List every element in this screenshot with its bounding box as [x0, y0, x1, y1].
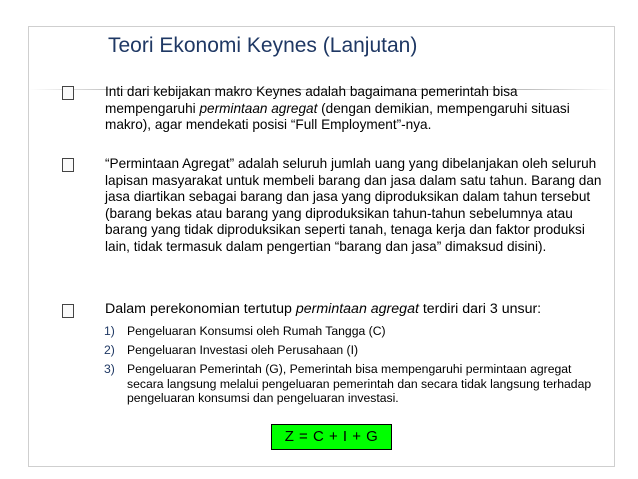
- italic-term: permintaan agregat: [295, 301, 419, 317]
- square-bullet-icon: [60, 156, 76, 174]
- list-text: Pengeluaran Konsumsi oleh Rumah Tangga (C): [127, 324, 386, 338]
- list-number: 2): [104, 343, 115, 357]
- bullet-paragraph-3: Dalam perekonomian tertutup permintaan agregat terdiri dari 3 unsur:: [105, 301, 542, 317]
- square-bullet-icon: [60, 302, 76, 320]
- slide-title: Teori Ekonomi Keynes (Lanjutan): [108, 34, 418, 57]
- formula-box: Z = C + I + G: [271, 424, 392, 450]
- list-text: Pengeluaran Pemerintah (G), Pemerintah bisa mempengaruhi permintaan agregat secara langsung melalui pengeluaran pemerintah dan secara tidak langsung terhadap pengeluaran konsumsi dan pengeluaran investasi.: [127, 362, 592, 406]
- list-text: Pengeluaran Investasi oleh Perusahaan (I): [127, 343, 359, 357]
- bullet-paragraph-1: Inti dari kebijakan makro Keynes adalah bagaimana pemerintah bisa mempengaruhi permintaan agregat (dengan demikian, mempengaruhi situasi makro), agar mendekati posisi “Full Employment”-nya.: [105, 84, 570, 132]
- italic-term: permintaan agregat: [199, 100, 318, 116]
- square-bullet-icon: [60, 84, 76, 102]
- list-number: 1): [104, 324, 115, 338]
- list-number: 3): [104, 362, 115, 376]
- bullet-paragraph-2: “Permintaan Agregat” adalah seluruh jumlah uang yang dibelanjakan oleh seluruh lapisan masyarakat untuk membeli barang dan jasa dalam satu tahun. Barang dan jasa diartikan sebagai barang dan jasa yang diproduksikan dalam tahun tersebut (barang bekas atau barang yang diproduksikan tahun-tahun sebelumnya atau barang yang tidak diproduksikan seperti tanah, tenaga kerja dan faktor produksi lain, tidak termasuk dalam pengertian “barang dan jasa” dimaksud disini).: [105, 156, 602, 254]
